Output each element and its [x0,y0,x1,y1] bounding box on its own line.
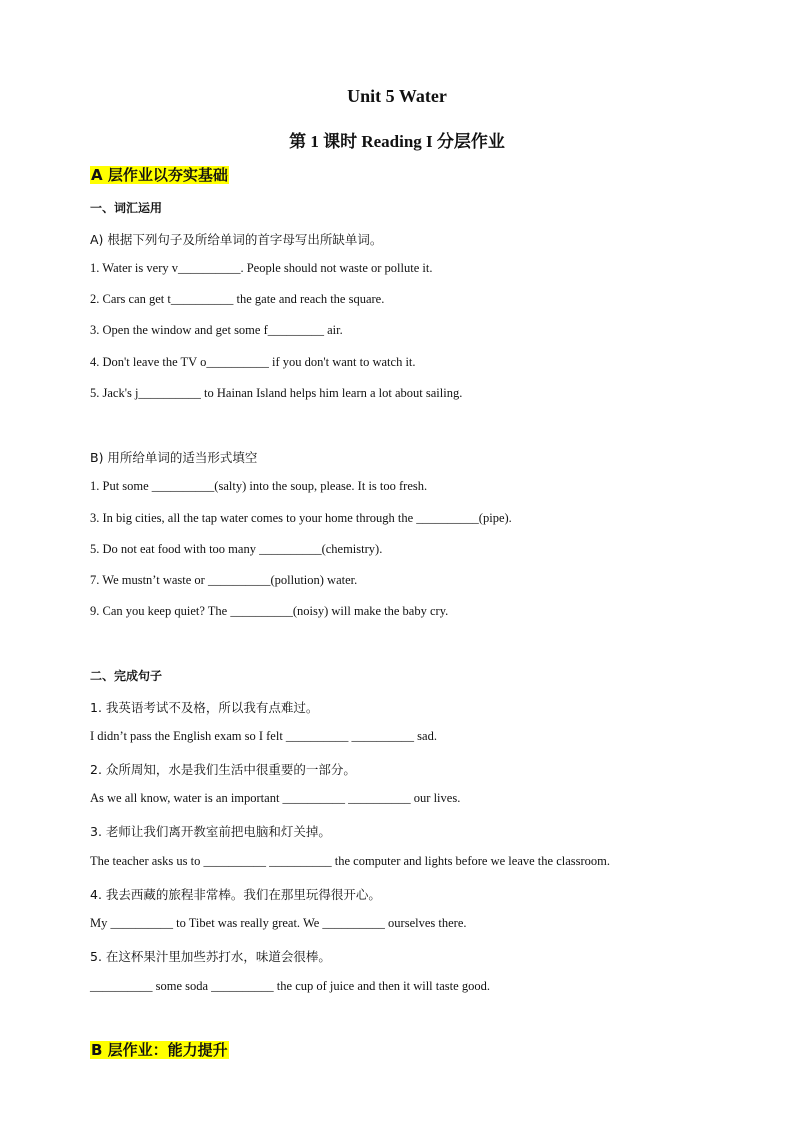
part-b-instruction: B) 用所给单词的适当形式填空 [90,450,258,465]
vocab-a-item: 4. Don't leave the TV o__________ if you don't want to watch it. [90,355,416,369]
sentence-answer-en: I didn’t pass the English exam so I felt __________ __________ sad. [90,729,437,743]
vocab-b-item: 9. Can you keep quiet? The __________(noisy) will make the baby cry. [90,604,449,618]
vocab-b-item: 7. We mustn’t waste or __________(pollution) water. [90,573,358,587]
sentence-answer-en: As we all know, water is an important __________ __________ our lives. [90,791,461,805]
sentence-answer-en: __________ some soda __________ the cup of juice and then it will taste good. [90,979,490,993]
vocab-a-item: 1. Water is very v__________. People should not waste or pollute it. [90,261,433,275]
sentence-answer-en: The teacher asks us to __________ __________ the computer and lights before we leave the classroom. [90,854,611,868]
sentence-prompt-cn: 4. 我去西藏的旅程非常棒。我们在那里玩得很开心。 [90,887,381,902]
sentence-prompt-cn: 5. 在这杯果汁里加些苏打水，味道会很棒。 [90,949,331,964]
vocab-b-item: 3. In big cities, all the tap water comes to your home through the __________(pipe). [90,511,512,525]
sentence-prompt-cn: 1. 我英语考试不及格，所以我有点难过。 [90,700,319,715]
vocab-heading: 一、词汇运用 [90,201,163,215]
section-b-heading: B 层作业：能力提升 [91,1041,228,1059]
vocab-b-item: 1. Put some __________(salty) into the soup, please. It is too fresh. [90,479,428,493]
sentence-answer-en: My __________ to Tibet was really great. We __________ ourselves there. [90,916,467,930]
vocab-a-item: 5. Jack's j__________ to Hainan Island helps him learn a lot about sailing. [90,386,463,400]
vocab-a-item: 3. Open the window and get some f_________ air. [90,323,343,337]
unit-title: Unit 5 Water [347,86,447,106]
vocab-b-item: 5. Do not eat food with too many __________(chemistry). [90,542,383,556]
section-a-heading: A 层作业以夯实基础 [91,166,228,184]
section-a-heading-wrap [90,164,229,185]
section-b-heading-wrap [90,1039,229,1060]
part-a-instruction: A) 根据下列句子及所给单词的首字母写出所缺单词。 [90,232,383,247]
sentences-heading: 二、完成句子 [90,669,163,683]
sentence-prompt-cn: 2. 众所周知，水是我们生活中很重要的一部分。 [90,762,356,777]
lesson-subtitle: 第 1 课时 Reading I 分层作业 [289,132,505,151]
vocab-a-item: 2. Cars can get t__________ the gate and reach the square. [90,292,385,306]
sentence-prompt-cn: 3. 老师让我们离开教室前把电脑和灯关掉。 [90,824,331,839]
